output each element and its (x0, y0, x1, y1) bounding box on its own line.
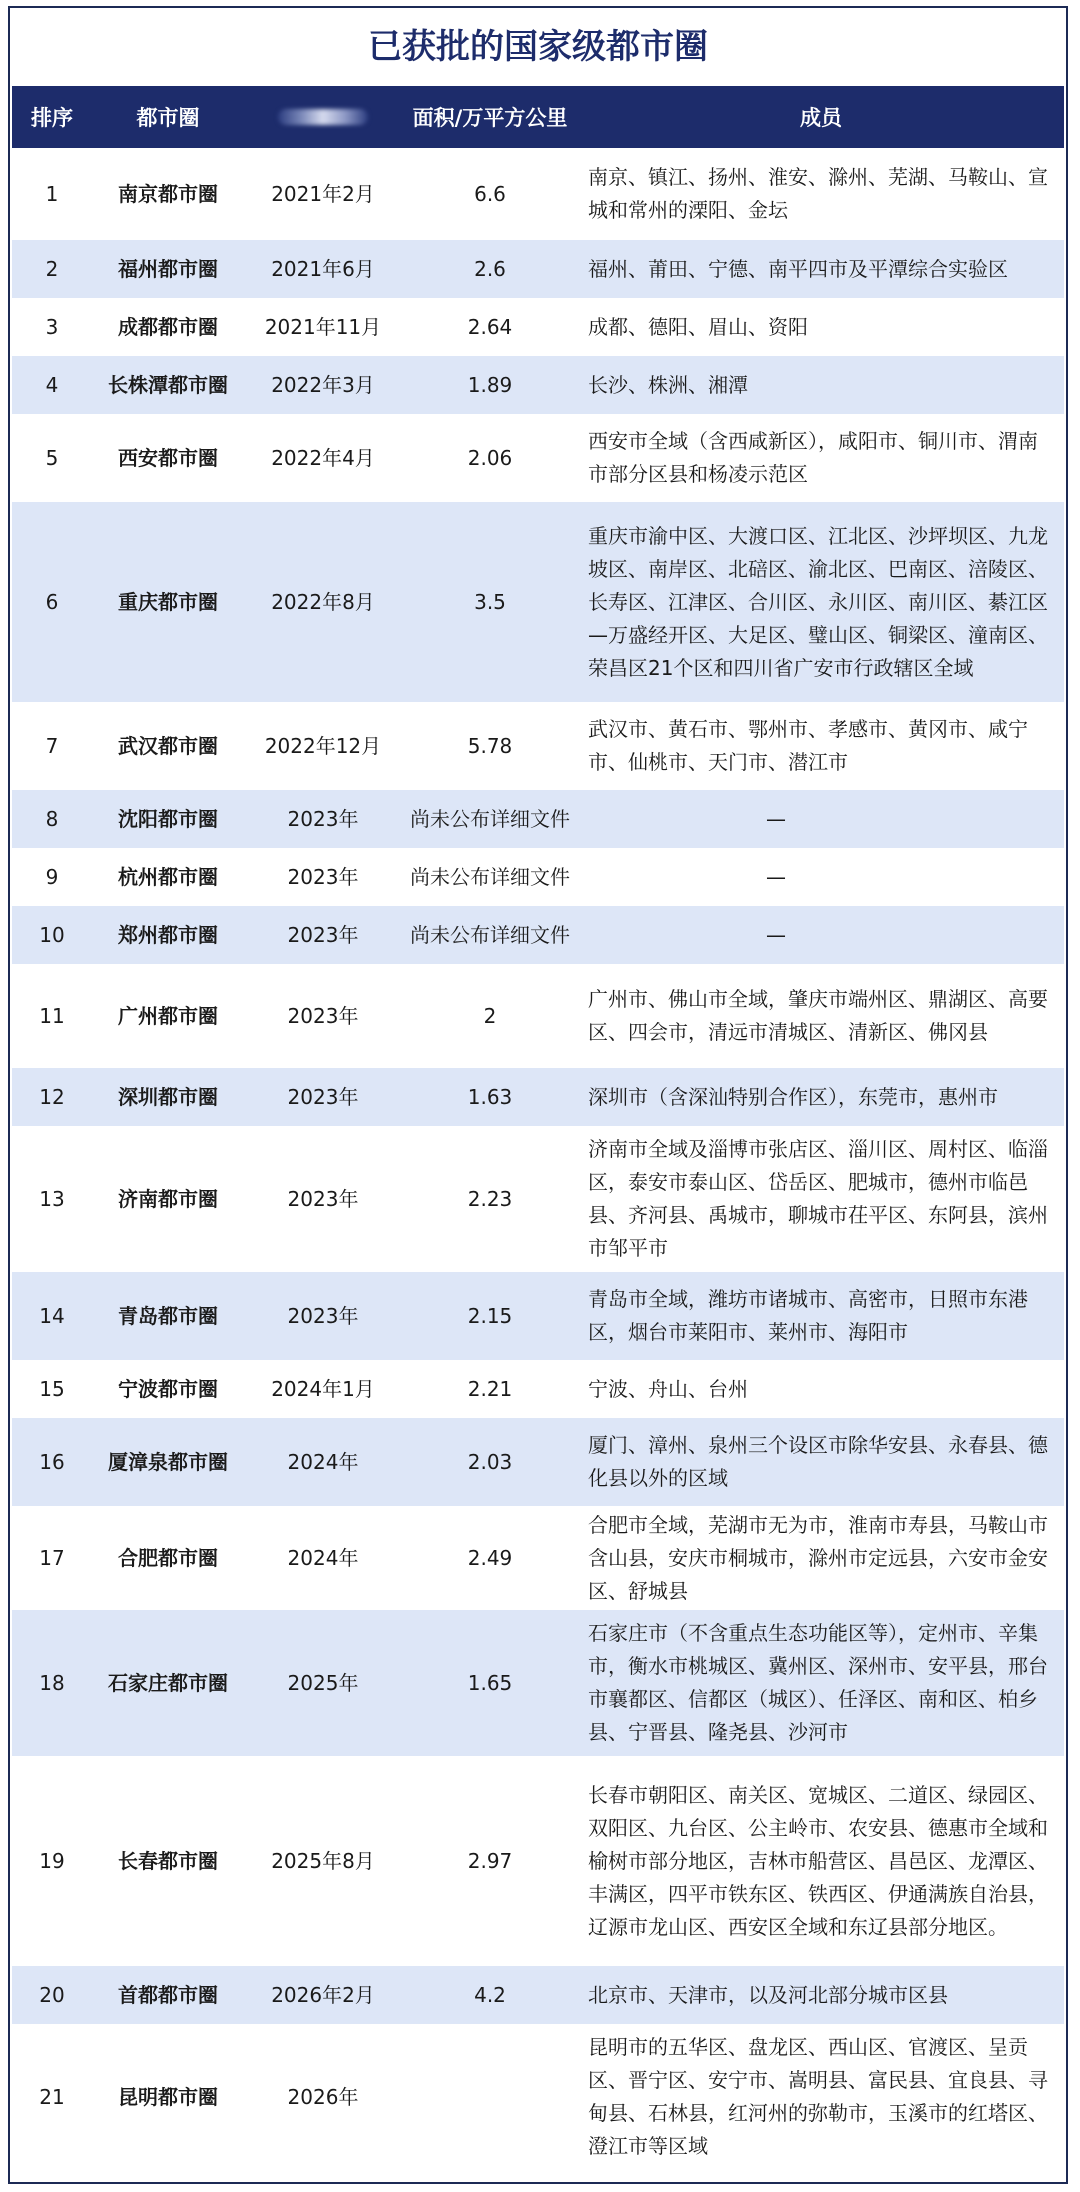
area-cell: 2.6 (402, 240, 578, 298)
name-cell: 广州都市圈 (92, 964, 244, 1068)
area-cell: 1.89 (402, 356, 578, 414)
rank-cell: 11 (12, 964, 92, 1068)
area-cell: 2.06 (402, 414, 578, 502)
table-frame (8, 6, 1068, 2184)
date-cell: 2021年2月 (244, 148, 402, 240)
members-cell: 深圳市（含深汕特别合作区），东莞市，惠州市 (578, 1068, 1064, 1126)
rank-cell: 21 (12, 2024, 92, 2170)
members-cell: — (578, 790, 1064, 848)
name-cell: 郑州都市圈 (92, 906, 244, 964)
name-cell: 武汉都市圈 (92, 702, 244, 790)
rank-cell: 3 (12, 298, 92, 356)
name-cell: 成都都市圈 (92, 298, 244, 356)
header-rank: 排序 (12, 86, 92, 148)
rank-cell: 14 (12, 1272, 92, 1360)
members-cell: 西安市全域（含西咸新区），咸阳市、铜川市、渭南市部分区县和杨凌示范区 (578, 414, 1064, 502)
members-cell: 昆明市的五华区、盘龙区、西山区、官渡区、呈贡区、晋宁区、安宁市、嵩明县、富民县、宜良县、寻甸县、石林县，红河州的弥勒市，玉溪市的红塔区、澄江市等区域 (578, 2024, 1064, 2170)
members-cell: 重庆市渝中区、大渡口区、江北区、沙坪坝区、九龙坡区、南岸区、北碚区、渝北区、巴南区、涪陵区、长寿区、江津区、合川区、永川区、南川区、綦江区—万盛经开区、大足区、璧山区、铜梁区、潼南区、荣昌区21个区和四川省广安市行政辖区全域 (578, 502, 1064, 702)
rank-cell: 17 (12, 1506, 92, 1610)
date-cell: 2024年1月 (244, 1360, 402, 1418)
area-cell: 尚未公布详细文件 (402, 848, 578, 906)
rank-cell: 16 (12, 1418, 92, 1506)
rank-cell: 8 (12, 790, 92, 848)
area-cell: 4.2 (402, 1966, 578, 2024)
area-cell: 尚未公布详细文件 (402, 790, 578, 848)
rank-cell: 1 (12, 148, 92, 240)
date-cell: 2021年11月 (244, 298, 402, 356)
area-cell: 2.15 (402, 1272, 578, 1360)
area-cell: 3.5 (402, 502, 578, 702)
date-cell: 2023年 (244, 1272, 402, 1360)
date-cell: 2023年 (244, 1126, 402, 1272)
date-cell: 2023年 (244, 964, 402, 1068)
members-cell: 济南市全域及淄博市张店区、淄川区、周村区、临淄区，泰安市泰山区、岱岳区、肥城市，德州市临邑县、齐河县、禹城市，聊城市茌平区、东阿县，滨州市邹平市 (578, 1126, 1064, 1272)
name-cell: 首都都市圈 (92, 1966, 244, 2024)
date-cell: 2024年 (244, 1506, 402, 1610)
name-cell: 沈阳都市圈 (92, 790, 244, 848)
name-cell: 西安都市圈 (92, 414, 244, 502)
name-cell: 重庆都市圈 (92, 502, 244, 702)
date-cell: 2025年 (244, 1610, 402, 1756)
name-cell: 合肥都市圈 (92, 1506, 244, 1610)
date-cell: 2022年4月 (244, 414, 402, 502)
name-cell: 济南都市圈 (92, 1126, 244, 1272)
area-cell: 6.6 (402, 148, 578, 240)
members-cell: 宁波、舟山、台州 (578, 1360, 1064, 1418)
date-cell: 2023年 (244, 906, 402, 964)
area-cell: 1.65 (402, 1610, 578, 1756)
area-cell: 2.49 (402, 1506, 578, 1610)
rank-cell: 20 (12, 1966, 92, 2024)
members-cell: 广州市、佛山市全域，肇庆市端州区、鼎湖区、高要区、四会市，清远市清城区、清新区、佛冈县 (578, 964, 1064, 1068)
rank-cell: 2 (12, 240, 92, 298)
date-cell: 2022年8月 (244, 502, 402, 702)
area-cell (402, 2024, 578, 2170)
members-cell: 石家庄市（不含重点生态功能区等），定州市、辛集市，衡水市桃城区、冀州区、深州市、安平县，邢台市襄都区、信都区（城区）、任泽区、南和区、柏乡县、宁晋县、隆尧县、沙河市 (578, 1610, 1064, 1756)
members-cell: — (578, 848, 1064, 906)
date-cell: 2023年 (244, 848, 402, 906)
name-cell: 长春都市圈 (92, 1756, 244, 1966)
rank-cell: 18 (12, 1610, 92, 1756)
date-cell: 2023年 (244, 790, 402, 848)
members-cell: — (578, 906, 1064, 964)
page-title: 已获批的国家级都市圈 (368, 27, 708, 67)
header-area: 面积/万平方公里 (402, 86, 578, 148)
area-cell: 1.63 (402, 1068, 578, 1126)
rank-cell: 10 (12, 906, 92, 964)
members-cell: 武汉市、黄石市、鄂州市、孝感市、黄冈市、咸宁市、仙桃市、天门市、潜江市 (578, 702, 1064, 790)
members-cell: 南京、镇江、扬州、淮安、滁州、芜湖、马鞍山、宣城和常州的溧阳、金坛 (578, 148, 1064, 240)
date-cell: 2026年 (244, 2024, 402, 2170)
members-cell: 成都、德阳、眉山、资阳 (578, 298, 1064, 356)
rank-cell: 4 (12, 356, 92, 414)
area-cell: 2.03 (402, 1418, 578, 1506)
header-date-obscured (244, 86, 402, 148)
members-cell: 长春市朝阳区、南关区、宽城区、二道区、绿园区、双阳区、九台区、公主岭市、农安县、德惠市全域和榆树市部分地区，吉林市船营区、昌邑区、龙潭区、丰满区，四平市铁东区、铁西区、伊通满族自治县，辽源市龙山区、西安区全域和东辽县部分地区。 (578, 1756, 1064, 1966)
date-cell: 2024年 (244, 1418, 402, 1506)
date-cell: 2022年12月 (244, 702, 402, 790)
date-cell: 2022年3月 (244, 356, 402, 414)
members-cell: 福州、莆田、宁德、南平四市及平潭综合实验区 (578, 240, 1064, 298)
name-cell: 昆明都市圈 (92, 2024, 244, 2170)
area-cell: 2.21 (402, 1360, 578, 1418)
rank-cell: 12 (12, 1068, 92, 1126)
date-cell: 2025年8月 (244, 1756, 402, 1966)
rank-cell: 7 (12, 702, 92, 790)
header-name: 都市圈 (92, 86, 244, 148)
area-cell: 2.97 (402, 1756, 578, 1966)
name-cell: 石家庄都市圈 (92, 1610, 244, 1756)
rank-cell: 9 (12, 848, 92, 906)
area-cell: 2.23 (402, 1126, 578, 1272)
rank-cell: 13 (12, 1126, 92, 1272)
area-cell: 5.78 (402, 702, 578, 790)
name-cell: 南京都市圈 (92, 148, 244, 240)
name-cell: 深圳都市圈 (92, 1068, 244, 1126)
area-cell: 2 (402, 964, 578, 1068)
date-cell: 2021年6月 (244, 240, 402, 298)
name-cell: 福州都市圈 (92, 240, 244, 298)
name-cell: 杭州都市圈 (92, 848, 244, 906)
rank-cell: 5 (12, 414, 92, 502)
header-members: 成员 (578, 86, 1064, 148)
name-cell: 宁波都市圈 (92, 1360, 244, 1418)
date-cell: 2026年2月 (244, 1966, 402, 2024)
members-cell: 北京市、天津市，以及河北部分城市区县 (578, 1966, 1064, 2024)
rank-cell: 6 (12, 502, 92, 702)
name-cell: 厦漳泉都市圈 (92, 1418, 244, 1506)
name-cell: 青岛都市圈 (92, 1272, 244, 1360)
name-cell: 长株潭都市圈 (92, 356, 244, 414)
area-cell: 尚未公布详细文件 (402, 906, 578, 964)
rank-cell: 19 (12, 1756, 92, 1966)
members-cell: 长沙、株洲、湘潭 (578, 356, 1064, 414)
members-cell: 青岛市全域，潍坊市诸城市、高密市，日照市东港区，烟台市莱阳市、莱州市、海阳市 (578, 1272, 1064, 1360)
area-cell: 2.64 (402, 298, 578, 356)
date-cell: 2023年 (244, 1068, 402, 1126)
metro-table (12, 86, 1064, 2170)
members-cell: 合肥市全域，芜湖市无为市，淮南市寿县，马鞍山市含山县，安庆市桐城市，滁州市定远县，六安市金安区、舒城县 (578, 1506, 1064, 1610)
rank-cell: 15 (12, 1360, 92, 1418)
members-cell: 厦门、漳州、泉州三个设区市除华安县、永春县、德化县以外的区域 (578, 1418, 1064, 1506)
blurred-header-mark (278, 109, 368, 125)
